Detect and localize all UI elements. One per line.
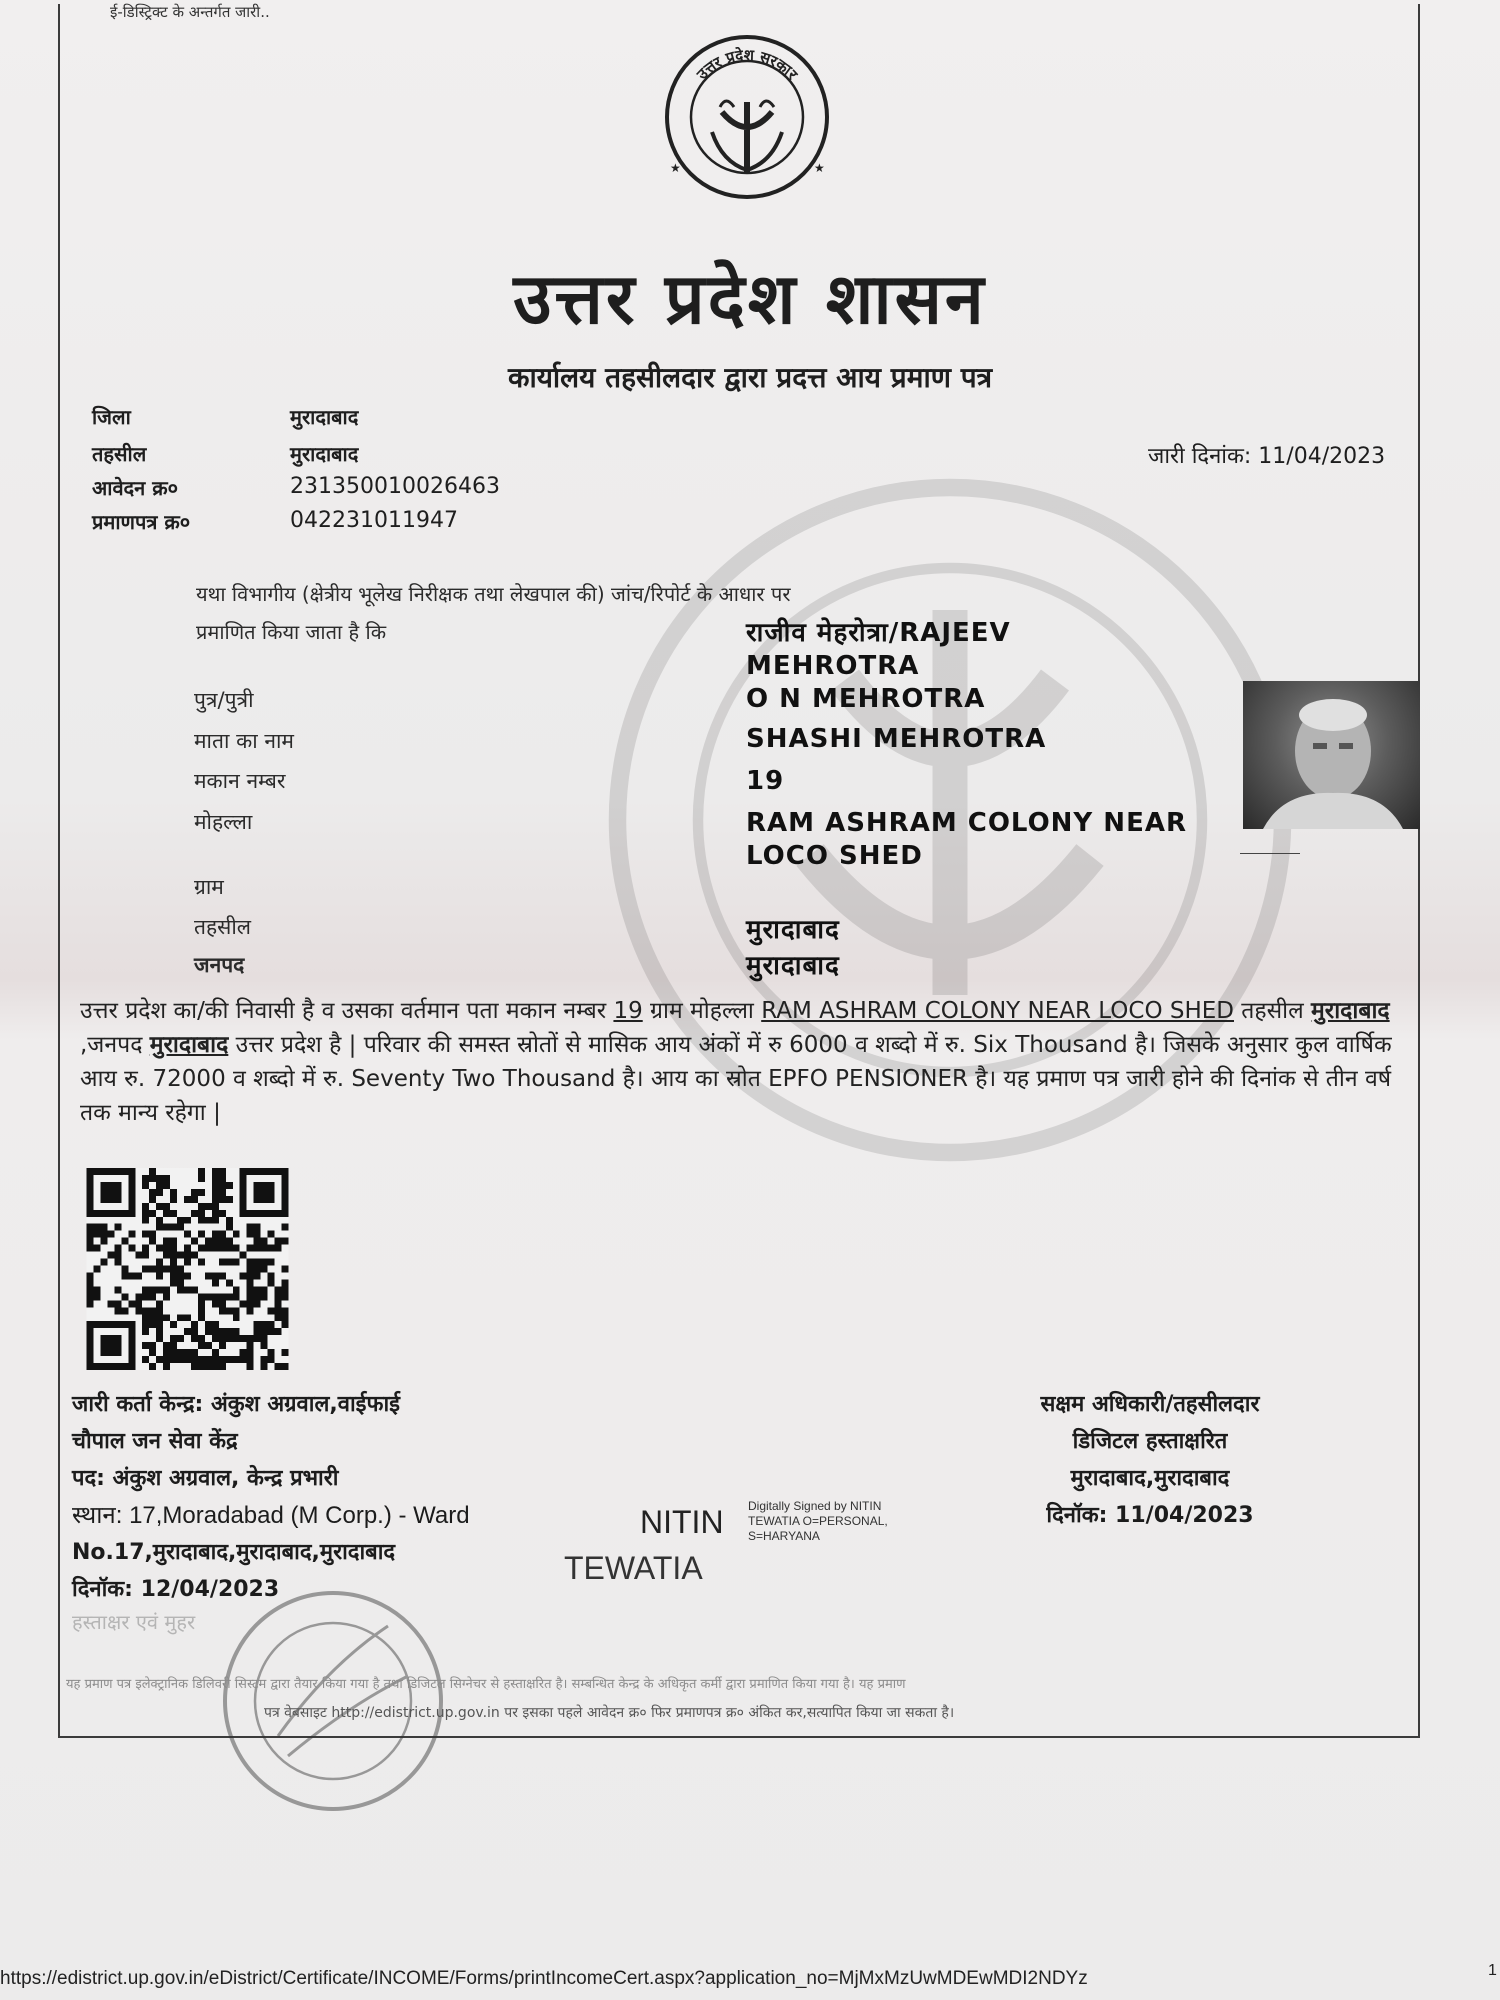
svg-text:उत्तर प्रदेश सरकार [692,46,801,84]
meta-label: आवेदन क्र० [92,476,179,500]
digital-sign-line: TEWATIA O=PERSONAL, [748,1514,888,1528]
meta-value: 231350010026463 [290,474,500,499]
para-district: मुरादाबाद [149,1032,229,1058]
para-mohalla: RAM ASHRAM COLONY NEAR LOCO SHED [761,998,1234,1024]
emblem-text: उत्तर प्रदेश सरकार [693,45,802,84]
rubber-stamp-icon [218,1586,448,1816]
para-text: ग्राम मोहल्ला [642,998,762,1024]
signer-first-name: NITIN [640,1504,724,1540]
issuer-line: चौपाल जन सेवा केंद्र [72,1429,238,1454]
para-text: तहसील [1234,998,1312,1024]
svg-text:★: ★ [670,161,681,175]
authority-line: मुरादाबाद,मुरादाबाद [1070,1466,1230,1491]
authority-date: दिनॉक: 11/04/2023 [1046,1503,1254,1528]
mohalla-value: RAM ASHRAM COLONY NEAR LOCO SHED [746,808,1187,871]
meta-label: तहसील [92,442,147,466]
issuer-line: No.17,मुरादाबाद,मुरादाबाद,मुरादाबाद [72,1540,396,1565]
photo-underline [1240,853,1300,854]
house-number: 19 [746,766,785,796]
village-label: ग्राम [194,875,224,899]
meta-label: जिला [92,405,131,429]
meta-label: प्रमाणपत्र क्र० [92,510,191,534]
applicant-name: राजीव मेहरोत्रा/RAJEEV MEHROTRA [746,618,1011,681]
footer-note-line-1: यह प्रमाण पत्र इलेक्ट्रानिक डिलिवरी सिस्टम द्वारा तैयार किया गया है तथा डिजिटल सिग्नेचर से हस्ताक्षरित है। सम्बन्धित केन्द्र के अधिकृत कर्मी द्वारा प्रमाणित किया गया है। यह प्रमाण [66,1677,906,1692]
authority-block [1000,1386,1300,1534]
meta-value: मुरादाबाद [290,405,359,429]
authority-line: सक्षम अधिकारी/तहसीलदार [1040,1392,1260,1417]
digital-sign-line: Digitally Signed by NITIN [748,1499,882,1513]
svg-text:★: ★ [814,161,825,175]
page-number: 1 [1488,1962,1497,1979]
digital-sign-line: S=HARYANA [748,1529,820,1543]
issuer-sign-label: हस्ताक्षर एवं मुहर [72,1610,196,1634]
district-value: मुरादाबाद [746,951,840,981]
up-government-emblem-icon [650,32,844,202]
child-of-label: पुत्र/पुत्री [194,688,254,712]
issuer-line: पद: अंकुश अग्रवाल, केन्द्र प्रभारी [72,1466,339,1491]
header-note: ई-डिस्ट्रिक्ट के अन्तर्गत जारी.. [110,3,270,21]
issuer-line: जारी कर्ता केन्द्र: अंकुश अग्रवाल,वाईफाई [72,1392,400,1417]
meta-value: 042231011947 [290,508,458,533]
issuer-date: दिनॉक: 12/04/2023 [72,1577,280,1602]
para-house: 19 [613,998,643,1024]
document-title: उत्तर प्रदेश शासन [513,257,987,340]
house-label: मकान नम्बर [194,769,286,793]
issuer-line: स्थान: 17,Moradabad (M Corp.) - Ward [72,1502,470,1529]
intro-line-2: प्रमाणित किया जाता है कि [196,620,387,644]
tehsil-value: मुरादाबाद [746,915,840,945]
mother-name: SHASHI MEHROTRA [746,724,1047,754]
para-text: उत्तर प्रदेश का/की निवासी है व उसका वर्तमान पता मकान नम्बर [80,998,614,1024]
para-text: ,जनपद [80,1032,150,1058]
father-name: O N MEHROTRA [746,684,986,714]
certificate-paragraph [80,994,1398,1130]
para-text: उत्तर प्रदेश है | परिवार की समस्त स्रोतों से मासिक आय अंकों में रु 6000 व शब्दो में रु. Six Thousand है। जिसके अनुसार कुल वार्षिक आय रु. 72000 व शब्दो में रु. Seventy Two Thousand है। आय का स्रोत EPFO PENSIONER है। यह प्रमाण पत्र जारी होने की दिनांक से तीन वर्ष तक मान्य रहेगा | [80,1032,1392,1126]
issue-date: जारी दिनांक: 11/04/2023 [1148,444,1386,469]
applicant-photo [1243,681,1420,829]
mother-label: माता का नाम [194,729,294,753]
mohalla-label: मोहल्ला [194,810,253,834]
tehsil-label: तहसील [194,915,251,939]
document-subtitle: कार्यालय तहसीलदार द्वारा प्रदत्त आय प्रमाण पत्र [507,361,993,394]
qr-code-icon [80,1168,295,1370]
issuer-block [72,1386,470,1608]
district-label: जनपद [194,953,245,977]
signer-last-name: TEWATIA [564,1550,703,1586]
intro-line-1: यथा विभागीय (क्षेत्रीय भूलेख निरीक्षक तथा लेखपाल की) जांच/रिपोर्ट के आधार पर [196,582,791,606]
meta-value: मुरादाबाद [290,442,359,466]
digital-sign-note [748,1499,888,1544]
footer-note-line-2: पत्र वेबसाइट http://edistrict.up.gov.in पर इसका पहले आवेदन क्र० फिर प्रमाणपत्र क्र० अंकित कर,सत्यापित किया जा सकता है। [264,1705,955,1721]
authority-line: डिजिटल हस्ताक्षरित [1072,1429,1228,1454]
applicant-portrait-icon [1243,681,1420,829]
print-url: https://edistrict.up.gov.in/eDistrict/Certificate/INCOME/Forms/printIncomeCert.aspx?application_no=MjMxMzUwMDEwMDI2NDYz [0,1968,1088,1989]
para-tehsil: मुरादाबाद [1311,998,1390,1024]
